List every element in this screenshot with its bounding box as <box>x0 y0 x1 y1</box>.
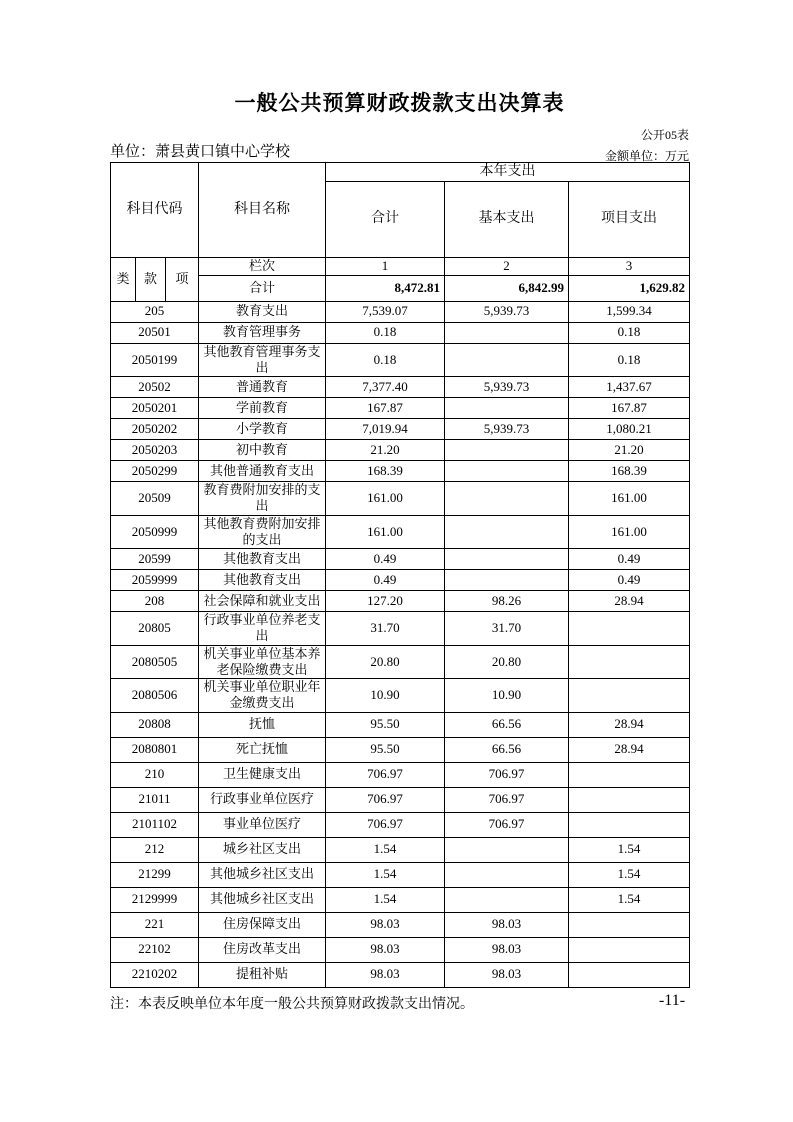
table-row <box>111 322 690 343</box>
amount-total-cell: 7,019.94 <box>326 419 445 440</box>
amount-total-cell: 20.80 <box>326 645 445 679</box>
subject-code-cell: 20509 <box>111 482 199 516</box>
amount-basic-cell: 66.56 <box>445 737 569 762</box>
table-row <box>111 398 690 419</box>
subject-name-cell: 其他城乡社区支出 <box>199 887 326 912</box>
subject-name-cell: 行政事业单位医疗 <box>199 787 326 812</box>
amount-basic-cell <box>445 837 569 862</box>
grand-total-basic: 6,842.99 <box>445 275 569 301</box>
table-row <box>111 837 690 862</box>
amount-total-cell: 98.03 <box>326 912 445 937</box>
subject-name-cell: 社会保障和就业支出 <box>199 591 326 612</box>
amount-project-cell <box>569 645 690 679</box>
amount-total-cell: 706.97 <box>326 812 445 837</box>
subject-name-cell: 普通教育 <box>199 377 326 398</box>
amount-total-cell: 127.20 <box>326 591 445 612</box>
amount-basic-cell: 706.97 <box>445 812 569 837</box>
table-row <box>111 461 690 482</box>
amount-basic-cell <box>445 440 569 461</box>
subject-code-cell: 2050199 <box>111 343 199 377</box>
amount-total-cell: 168.39 <box>326 461 445 482</box>
subject-code-cell: 221 <box>111 912 199 937</box>
amount-basic-cell: 5,939.73 <box>445 301 569 322</box>
subject-code-cell: 20502 <box>111 377 199 398</box>
amount-basic-cell: 31.70 <box>445 612 569 646</box>
amount-project-cell: 0.49 <box>569 570 690 591</box>
expenditure-table-wrap <box>110 162 689 1013</box>
table-row <box>111 549 690 570</box>
table-row <box>111 712 690 737</box>
amount-total-cell: 95.50 <box>326 737 445 762</box>
table-row <box>111 440 690 461</box>
amount-basic-cell: 706.97 <box>445 787 569 812</box>
amount-basic-cell <box>445 398 569 419</box>
class-subheader: 类 <box>111 257 136 301</box>
table-row <box>111 787 690 812</box>
table-row <box>111 937 690 962</box>
header-row-year <box>111 163 690 182</box>
page-title: 一般公共预算财政拨款支出决算表 <box>234 92 565 115</box>
table-row <box>111 645 690 679</box>
amount-total-cell: 0.18 <box>326 322 445 343</box>
amount-project-cell: 1,437.67 <box>569 377 690 398</box>
subject-name-cell: 其他教育管理事务支出 <box>199 343 326 377</box>
table-row <box>111 962 690 987</box>
subject-name-cell: 住房改革支出 <box>199 937 326 962</box>
column-index-label: 栏次 <box>199 257 326 275</box>
subject-code-cell: 2080505 <box>111 645 199 679</box>
amount-total-cell: 98.03 <box>326 962 445 987</box>
amount-project-cell: 28.94 <box>569 712 690 737</box>
table-row <box>111 762 690 787</box>
amount-basic-cell <box>445 482 569 516</box>
amount-basic-cell: 706.97 <box>445 762 569 787</box>
amount-project-cell: 161.00 <box>569 515 690 549</box>
amount-total-cell: 1.54 <box>326 862 445 887</box>
subject-code-cell: 2129999 <box>111 887 199 912</box>
amount-total-cell: 21.20 <box>326 440 445 461</box>
amount-total-cell: 98.03 <box>326 937 445 962</box>
subject-code-cell: 20599 <box>111 549 199 570</box>
amount-basic-cell <box>445 549 569 570</box>
amount-basic-cell: 20.80 <box>445 645 569 679</box>
amount-basic-cell <box>445 862 569 887</box>
table-row <box>111 612 690 646</box>
amount-project-cell: 1.54 <box>569 887 690 912</box>
subject-code-cell: 2101102 <box>111 812 199 837</box>
form-number: 公开05表 <box>640 128 689 142</box>
amount-project-cell: 1.54 <box>569 862 690 887</box>
amount-project-cell: 0.49 <box>569 549 690 570</box>
subject-name-cell: 其他城乡社区支出 <box>199 862 326 887</box>
amount-basic-cell: 98.03 <box>445 962 569 987</box>
subject-name-cell: 机关事业单位基本养老保险缴费支出 <box>199 645 326 679</box>
amount-project-cell: 28.94 <box>569 737 690 762</box>
subject-code-cell: 2050999 <box>111 515 199 549</box>
table-row <box>111 679 690 713</box>
amount-total-cell: 0.49 <box>326 549 445 570</box>
table-note: 注：本表反映单位本年度一般公共预算财政拨款支出情况。 <box>110 996 474 1012</box>
table-row <box>111 570 690 591</box>
subject-name-cell: 教育费附加安排的支出 <box>199 482 326 516</box>
amount-basic-cell <box>445 322 569 343</box>
amount-project-cell: 0.18 <box>569 322 690 343</box>
subject-name-cell: 抚恤 <box>199 712 326 737</box>
subject-code-cell: 22102 <box>111 937 199 962</box>
year-expenditure-header: 本年支出 <box>326 163 690 182</box>
amount-basic-cell <box>445 515 569 549</box>
amount-basic-cell <box>445 343 569 377</box>
amount-total-cell: 0.18 <box>326 343 445 377</box>
subject-name-cell: 死亡抚恤 <box>199 737 326 762</box>
amount-project-cell: 161.00 <box>569 482 690 516</box>
amount-basic-cell: 5,939.73 <box>445 377 569 398</box>
subject-name-cell: 教育管理事务 <box>199 322 326 343</box>
column-index-3: 3 <box>569 257 690 275</box>
subject-code-cell: 20808 <box>111 712 199 737</box>
amount-basic-cell: 66.56 <box>445 712 569 737</box>
item-subheader: 项 <box>166 257 199 301</box>
amount-project-cell <box>569 679 690 713</box>
amount-total-cell: 167.87 <box>326 398 445 419</box>
amount-total-cell: 10.90 <box>326 679 445 713</box>
amount-project-cell: 21.20 <box>569 440 690 461</box>
amount-basic-cell: 5,939.73 <box>445 419 569 440</box>
amount-project-cell: 28.94 <box>569 591 690 612</box>
amount-unit-label: 金额单位：万元 <box>604 149 689 163</box>
table-row <box>111 482 690 516</box>
grand-total-total: 8,472.81 <box>326 275 445 301</box>
grand-total-label: 合计 <box>199 275 326 301</box>
subject-name-cell: 城乡社区支出 <box>199 837 326 862</box>
subject-name-cell: 学前教育 <box>199 398 326 419</box>
unit-name: 单位：萧县黄口镇中心学校 <box>110 144 291 160</box>
table-row <box>111 343 690 377</box>
subject-code-cell: 2050299 <box>111 461 199 482</box>
table-row <box>111 737 690 762</box>
amount-basic-cell: 10.90 <box>445 679 569 713</box>
subject-code-cell: 2210202 <box>111 962 199 987</box>
amount-project-cell <box>569 812 690 837</box>
amount-project-cell: 1,599.34 <box>569 301 690 322</box>
subject-code-cell: 2050202 <box>111 419 199 440</box>
subject-code-cell: 2059999 <box>111 570 199 591</box>
table-row <box>111 862 690 887</box>
amount-project-cell: 1,080.21 <box>569 419 690 440</box>
subject-code-cell: 205 <box>111 301 199 322</box>
table-row <box>111 301 690 322</box>
amount-total-cell: 95.50 <box>326 712 445 737</box>
subject-name-cell: 提租补贴 <box>199 962 326 987</box>
subject-code-cell: 210 <box>111 762 199 787</box>
amount-total-cell: 161.00 <box>326 482 445 516</box>
table-row <box>111 591 690 612</box>
total-column-header: 合计 <box>326 181 445 257</box>
grand-total-project: 1,629.82 <box>569 275 690 301</box>
amount-total-cell: 706.97 <box>326 787 445 812</box>
subject-name-cell: 机关事业单位职业年金缴费支出 <box>199 679 326 713</box>
subject-code-cell: 21011 <box>111 787 199 812</box>
amount-project-cell <box>569 762 690 787</box>
amount-total-cell: 7,539.07 <box>326 301 445 322</box>
column-index-2: 2 <box>445 257 569 275</box>
table-row <box>111 515 690 549</box>
subject-name-header: 科目名称 <box>199 163 326 258</box>
amount-total-cell: 161.00 <box>326 515 445 549</box>
subject-name-cell: 初中教育 <box>199 440 326 461</box>
amount-project-cell <box>569 612 690 646</box>
subject-code-cell: 2080506 <box>111 679 199 713</box>
amount-basic-cell <box>445 461 569 482</box>
subject-code-header: 科目代码 <box>111 163 199 258</box>
amount-total-cell: 7,377.40 <box>326 377 445 398</box>
amount-basic-cell: 98.03 <box>445 912 569 937</box>
subject-name-cell: 其他教育支出 <box>199 570 326 591</box>
subject-name-cell: 卫生健康支出 <box>199 762 326 787</box>
amount-total-cell: 1.54 <box>326 837 445 862</box>
header-row-index <box>111 257 690 275</box>
amount-total-cell: 1.54 <box>326 887 445 912</box>
subject-name-cell: 小学教育 <box>199 419 326 440</box>
amount-basic-cell: 98.03 <box>445 937 569 962</box>
table-row <box>111 887 690 912</box>
table-row <box>111 377 690 398</box>
amount-basic-cell <box>445 887 569 912</box>
subject-code-cell: 21299 <box>111 862 199 887</box>
table-row <box>111 419 690 440</box>
amount-total-cell: 31.70 <box>326 612 445 646</box>
project-column-header: 项目支出 <box>569 181 690 257</box>
subject-name-cell: 行政事业单位养老支出 <box>199 612 326 646</box>
amount-basic-cell <box>445 570 569 591</box>
amount-project-cell <box>569 962 690 987</box>
subject-code-cell: 20805 <box>111 612 199 646</box>
table-row <box>111 912 690 937</box>
amount-total-cell: 706.97 <box>326 762 445 787</box>
subject-code-cell: 2050201 <box>111 398 199 419</box>
amount-basic-cell: 98.26 <box>445 591 569 612</box>
expenditure-table <box>110 162 690 988</box>
amount-project-cell <box>569 787 690 812</box>
amount-project-cell <box>569 937 690 962</box>
subject-name-cell: 其他普通教育支出 <box>199 461 326 482</box>
subject-name-cell: 其他教育费附加安排的支出 <box>199 515 326 549</box>
subject-name-cell: 其他教育支出 <box>199 549 326 570</box>
subject-name-cell: 事业单位医疗 <box>199 812 326 837</box>
subject-code-cell: 212 <box>111 837 199 862</box>
subject-name-cell: 住房保障支出 <box>199 912 326 937</box>
subject-code-cell: 20501 <box>111 322 199 343</box>
section-subheader: 款 <box>136 257 166 301</box>
amount-project-cell: 1.54 <box>569 837 690 862</box>
amount-total-cell: 0.49 <box>326 570 445 591</box>
amount-project-cell: 0.18 <box>569 343 690 377</box>
column-index-1: 1 <box>326 257 445 275</box>
amount-project-cell <box>569 912 690 937</box>
basic-column-header: 基本支出 <box>445 181 569 257</box>
table-body <box>111 301 690 987</box>
amount-project-cell: 168.39 <box>569 461 690 482</box>
subject-name-cell: 教育支出 <box>199 301 326 322</box>
page-number: -11- <box>658 992 686 1009</box>
subject-code-cell: 2080801 <box>111 737 199 762</box>
table-row <box>111 812 690 837</box>
subject-code-cell: 2050203 <box>111 440 199 461</box>
amount-project-cell: 167.87 <box>569 398 690 419</box>
subject-code-cell: 208 <box>111 591 199 612</box>
